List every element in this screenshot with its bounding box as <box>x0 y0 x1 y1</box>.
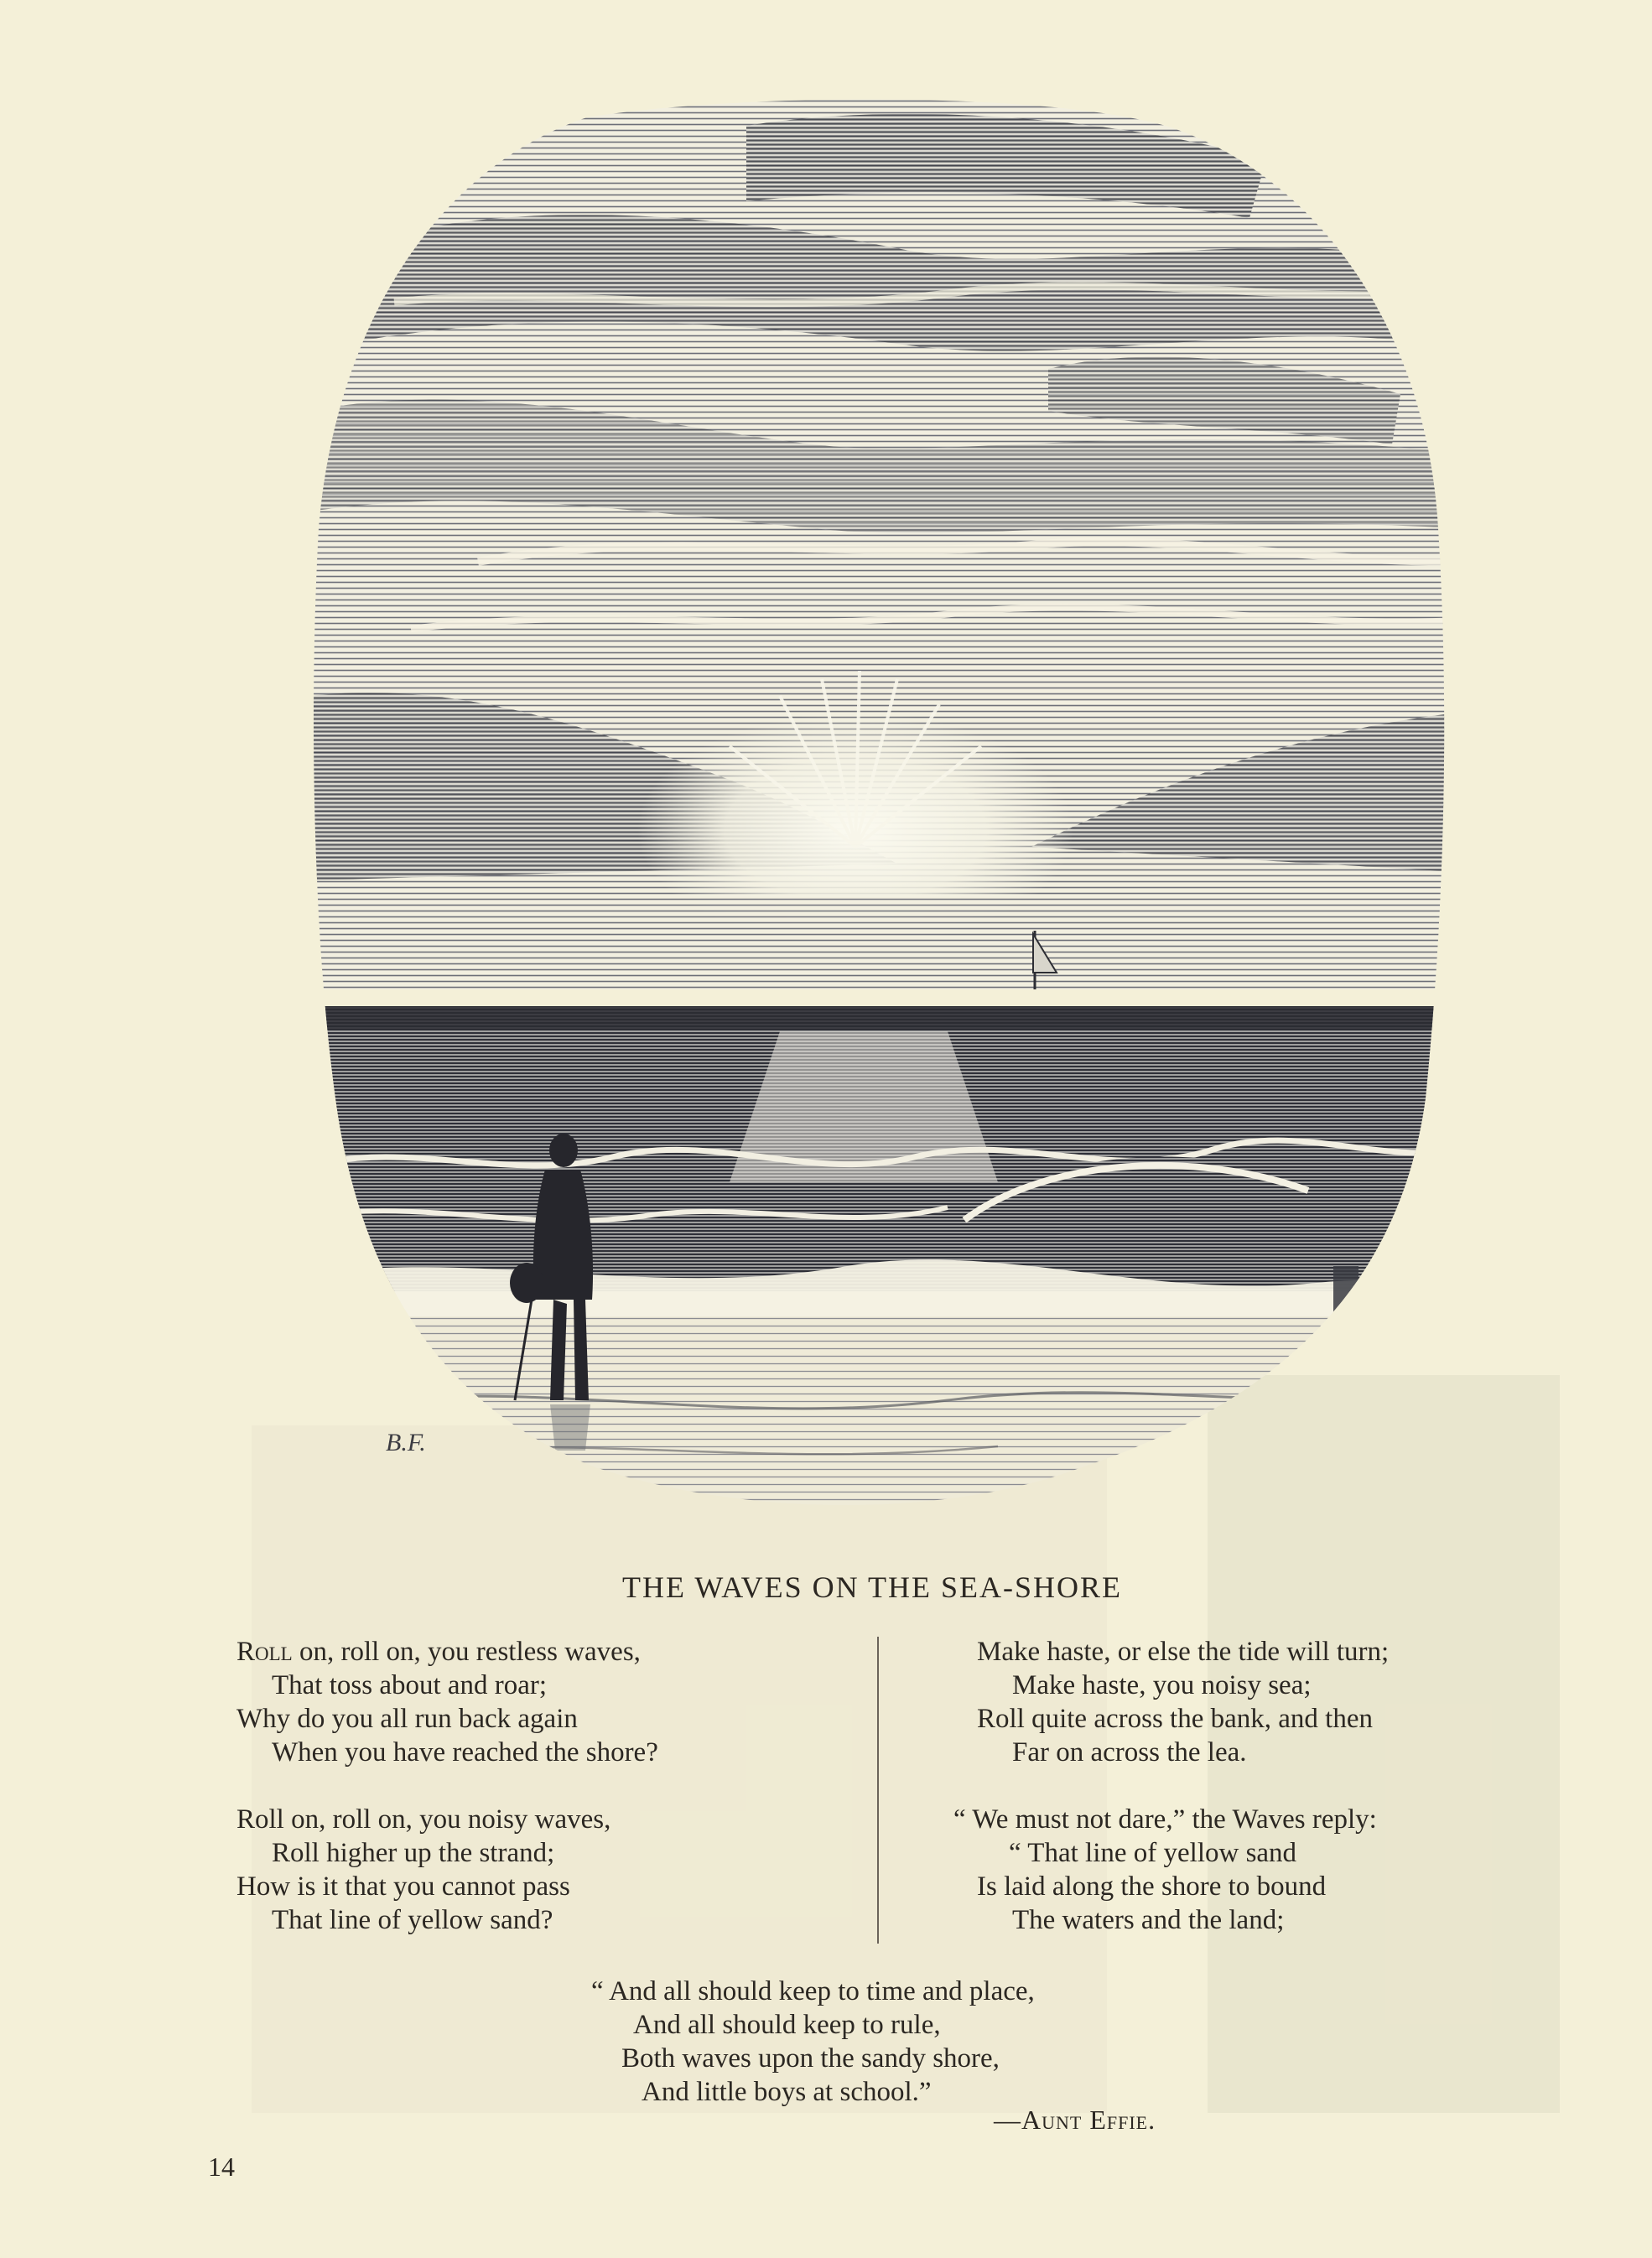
poem-line: That toss about and roar; <box>272 1670 548 1700</box>
artist-signature: B.F. <box>386 1429 426 1456</box>
poem-line: Is laid along the shore to bound <box>977 1871 1327 1902</box>
poem-line: Why do you all run back again <box>236 1704 578 1734</box>
poem-line: And all should keep to rule, <box>633 2010 941 2040</box>
stanza-4 <box>953 1803 1581 1937</box>
stanza-1 <box>236 1635 840 1769</box>
poem-left-column <box>236 1635 840 1970</box>
final-stanza <box>591 1975 1035 2109</box>
poem-line: “ We must not dare,” the Waves reply: <box>953 1804 1377 1835</box>
poem-right-column <box>953 1635 1581 1970</box>
poem-line: Both waves upon the sandy shore, <box>621 2043 1000 2074</box>
poem-line: When you have reached the shore? <box>272 1737 658 1767</box>
poem-line: And little boys at school.” <box>642 2077 932 2107</box>
poem-line: “ And all should keep to time and place, <box>591 1976 1035 2006</box>
poem-line: Roll quite across the bank, and then <box>977 1704 1373 1734</box>
page-number: 14 <box>208 2152 235 2182</box>
column-divider <box>877 1637 879 1944</box>
poem-line: Roll on, roll on, you noisy waves, <box>236 1804 611 1835</box>
stanza-2 <box>236 1803 840 1937</box>
poem-line: That line of yellow sand? <box>272 1905 553 1935</box>
engraving-scene <box>310 92 1459 1551</box>
stanza-3 <box>977 1635 1581 1769</box>
poem-line: Roll higher up the strand; <box>272 1838 555 1868</box>
line-text: on, roll on, you restless waves, <box>292 1637 641 1667</box>
seashore-engraving <box>310 92 1459 1551</box>
poem-line: Make haste, or else the tide will turn; <box>977 1637 1390 1667</box>
poem-title: THE WAVES ON THE SEA-SHORE <box>621 1570 1123 1604</box>
poem-line <box>236 1635 840 1669</box>
poem-attribution: —Aunt Effie. <box>994 2105 1156 2135</box>
poem-line: Far on across the lea. <box>1012 1737 1247 1767</box>
poem-line: The waters and the land; <box>1012 1905 1285 1935</box>
poem-line: “ That line of yellow sand <box>1009 1838 1297 1868</box>
poem-line: Make haste, you noisy sea; <box>1012 1670 1312 1700</box>
drop-word: Roll <box>236 1637 293 1667</box>
poem-line: How is it that you cannot pass <box>236 1871 570 1902</box>
